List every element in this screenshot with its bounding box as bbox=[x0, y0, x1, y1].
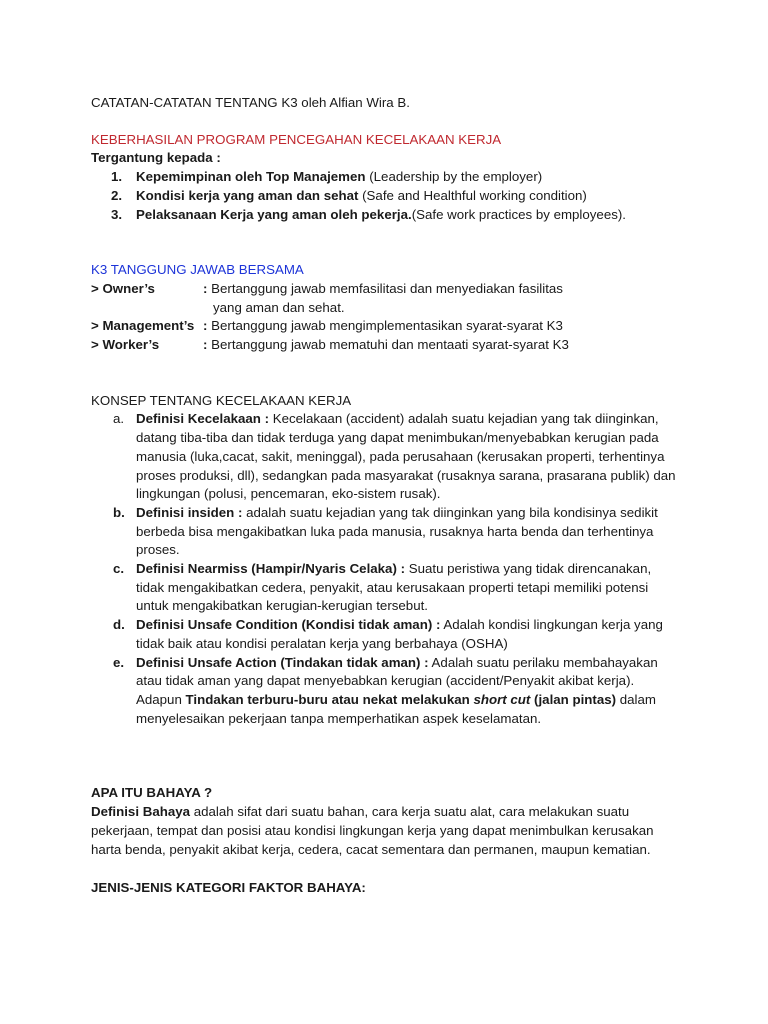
document-title: CATATAN-CATATAN TENTANG K3 oleh Alfian Wira B. bbox=[91, 95, 410, 110]
section1-intro: Tergantung kepada : bbox=[91, 150, 221, 166]
responsibility-text: Bertanggung jawab mematuhi dan mentaati syarat-syarat K3 bbox=[207, 337, 569, 353]
definition-term: Definisi Unsafe Action (Tindakan tidak aman) : bbox=[136, 654, 429, 670]
list-item bbox=[91, 616, 678, 653]
responsibility-colon: : bbox=[203, 337, 208, 353]
hazard-definition-text: adalah sifat dari suatu bahan, cara kerja suatu alat, cara melakukan suatu pekerjaan, tempat dan posisi atau kondisi lingkungan kerja yang dapat menimbulkan kerusakan harta benda, penyakit akibat kerja, cedera, cacat sementara dan permanen, maupun kematian. bbox=[91, 804, 654, 857]
responsibility-text: Bertanggung jawab mengimplementasikan syarat-syarat K3 bbox=[207, 318, 563, 334]
list-item bbox=[91, 504, 678, 560]
list-item bbox=[91, 654, 678, 729]
definitions-list bbox=[91, 410, 678, 728]
list-item-text: (Safe work practices by employees). bbox=[411, 206, 626, 222]
responsibility-label: > Worker’s bbox=[91, 337, 160, 353]
responsibility-label: > Management’s bbox=[91, 318, 195, 334]
success-factors-list bbox=[91, 168, 678, 224]
list-item bbox=[91, 206, 678, 225]
definition-text: Kecelakaan (accident) adalah suatu kejadian yang tak diinginkan, datang tiba-tiba dan tidak terduga yang dapat menimbukan/menyebabkan kerugian pada manusia (luka,cacat, sakit, meninggal), pada perusahaan (kerusakan properti, terhentinya proses produksi, dll), sedangkan pada masyarakat (rusaknya sarana, prasarana publik) dan lingkungan (polusi, pencemaran, eko-sistem rusak). bbox=[136, 411, 676, 502]
responsibility-row-worker bbox=[91, 336, 678, 355]
list-letter: c. bbox=[113, 561, 125, 577]
list-item bbox=[91, 187, 678, 206]
list-letter: b. bbox=[113, 504, 125, 520]
responsibility-colon: : bbox=[203, 318, 208, 334]
definition-term: Definisi insiden : bbox=[136, 504, 243, 520]
section-heading-bahaya: APA ITU BAHAYA ? bbox=[91, 785, 213, 801]
list-letter: d. bbox=[113, 617, 125, 633]
list-number: 2. bbox=[111, 187, 123, 203]
list-item-bold: Kepemimpinan oleh Top Manajemen bbox=[136, 169, 366, 185]
definition-text: Adalah suatu perilaku membahayakan atau tidak aman yang dapat menyebabkan kerugian (accident/Penyakit akibat kerja). Adapun bbox=[136, 654, 658, 707]
definition-text: Suatu peristiwa yang tidak direncanakan, tidak mengakibatkan cedera, penyakit, atau kerusakaan properti tetapi memiliki potensi untuk mengakibatkan kerugian-kerugian tersebut. bbox=[136, 561, 652, 614]
responsibility-colon: : bbox=[203, 280, 208, 296]
responsibility-row-management bbox=[91, 317, 678, 336]
list-letter: e. bbox=[113, 654, 125, 670]
list-item-text: (Leadership by the employer) bbox=[365, 169, 543, 185]
list-item bbox=[91, 560, 678, 616]
list-item-bold: Kondisi kerja yang aman dan sehat bbox=[136, 187, 359, 203]
list-number: 3. bbox=[111, 206, 123, 222]
definition-text: Adalah kondisi lingkungan kerja yang tidak baik atau kondisi peralatan kerja yang berbahaya (OSHA) bbox=[136, 617, 663, 651]
hazard-definition bbox=[91, 803, 678, 859]
definition-text-end: dalam menyelesaikan pekerjaan tanpa memperhatikan aspek keselamatan. bbox=[136, 691, 656, 726]
list-number: 1. bbox=[111, 169, 123, 185]
responsibility-label: > Owner’s bbox=[91, 280, 155, 296]
section-heading-konsep: KONSEP TENTANG KECELAKAAN KERJA bbox=[91, 392, 352, 408]
section-heading-tanggung-jawab: K3 TANGGUNG JAWAB BERSAMA bbox=[91, 262, 304, 278]
definition-emphasis-end: (jalan pintas) bbox=[530, 691, 617, 707]
responsibility-text: Bertanggung jawab memfasilitasi dan menyediakan fasilitas bbox=[207, 280, 563, 296]
list-letter: a. bbox=[113, 411, 125, 427]
definition-term: Definisi Nearmiss (Hampir/Nyaris Celaka) : bbox=[136, 561, 406, 577]
section-heading-jenis-bahaya: JENIS-JENIS KATEGORI FAKTOR BAHAYA: bbox=[91, 880, 366, 896]
definition-emphasis: Tindakan terburu-buru atau nekat melakukan bbox=[185, 691, 474, 707]
list-item bbox=[91, 410, 678, 504]
definition-text: adalah suatu kejadian yang tak diinginkan yang bila kondisinya sedikit berbeda bisa mengakibatkan luka pada manusia, rusaknya harta benda dan terhentinya proses. bbox=[136, 504, 658, 558]
hazard-definition-term: Definisi Bahaya bbox=[91, 804, 191, 820]
responsibility-text-continued: yang aman dan sehat. bbox=[213, 299, 345, 315]
list-item-bold: Pelaksanaan Kerja yang aman oleh pekerja. bbox=[136, 206, 412, 222]
list-item-text: (Safe and Healthful working condition) bbox=[358, 187, 587, 203]
list-item bbox=[91, 168, 678, 187]
section-heading-keberhasilan: KEBERHASILAN PROGRAM PENCEGAHAN KECELAKAAN KERJA bbox=[91, 131, 502, 147]
definition-term: Definisi Kecelakaan : bbox=[136, 411, 270, 427]
definition-emphasis-italic: short cut bbox=[473, 691, 531, 707]
definition-term: Definisi Unsafe Condition (Kondisi tidak aman) : bbox=[136, 617, 441, 633]
responsibility-row-owner bbox=[91, 280, 678, 317]
